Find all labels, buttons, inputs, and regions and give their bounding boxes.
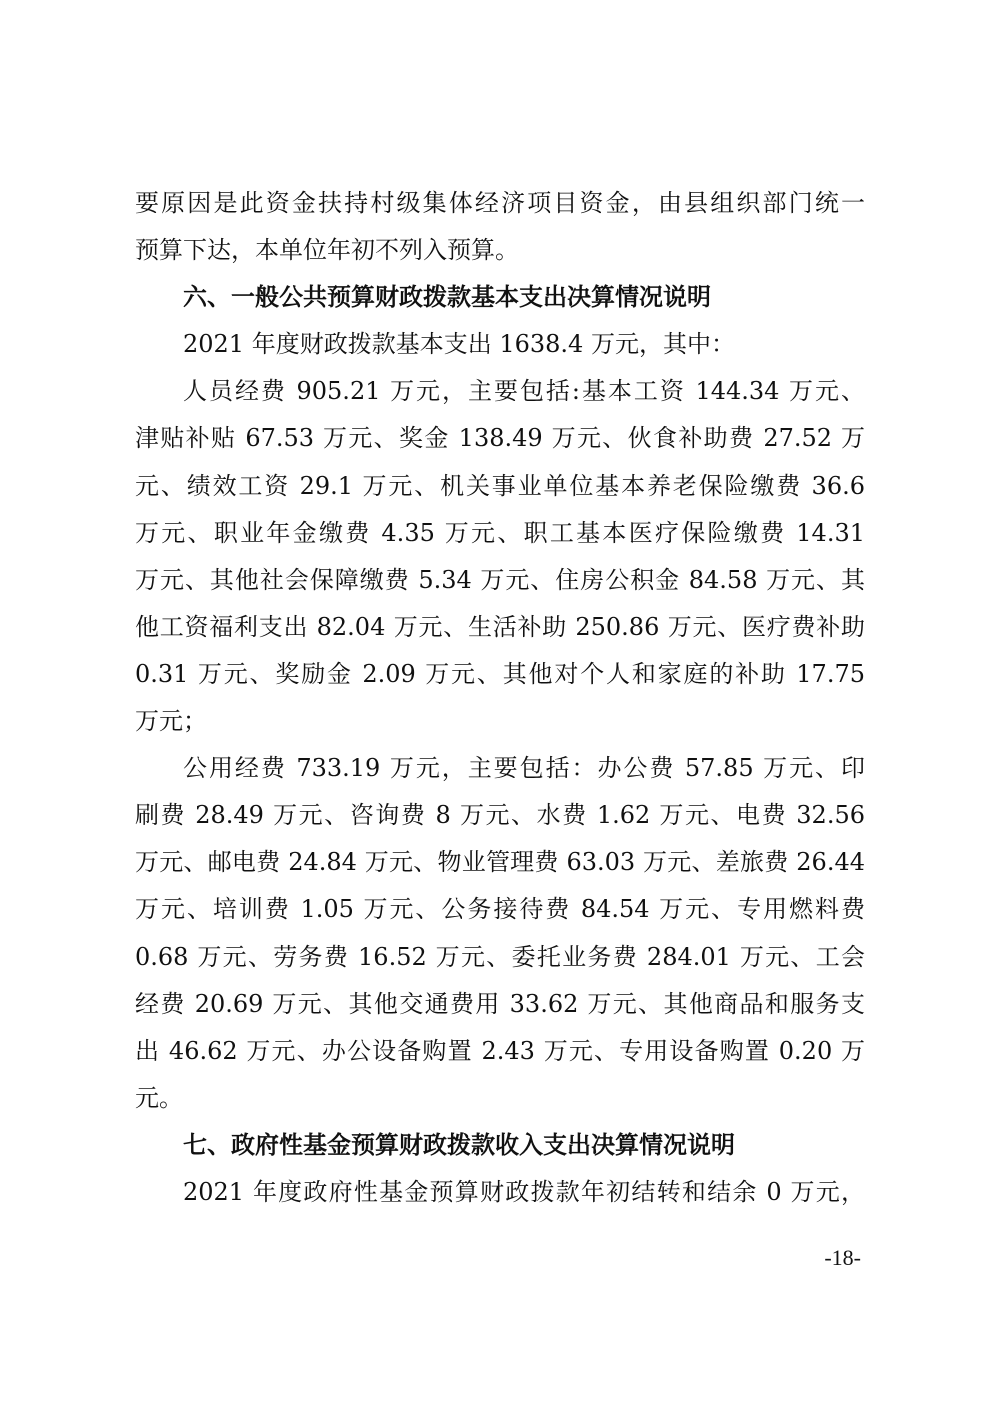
paragraph-line: 万元、职业年金缴费 4.35 万元、职工基本医疗保险缴费 14.31 bbox=[135, 518, 865, 547]
paragraph-line: 预算下达，本单位年初不列入预算。 bbox=[135, 236, 519, 265]
paragraph-line: 元。 bbox=[135, 1083, 183, 1112]
paragraph-line: 0.31 万元、奖励金 2.09 万元、其他对个人和家庭的补助 17.75 bbox=[135, 659, 865, 688]
paragraph-line: 0.68 万元、劳务费 16.52 万元、委托业务费 284.01 万元、工会 bbox=[135, 942, 865, 971]
paragraph-line: 出 46.62 万元、办公设备购置 2.43 万元、专用设备购置 0.20 万 bbox=[135, 1036, 865, 1065]
paragraph-line: 人员经费 905.21 万元，主要包括:基本工资 144.34 万元、 bbox=[183, 377, 865, 406]
paragraph-line: 公用经费 733.19 万元，主要包括：办公费 57.85 万元、印 bbox=[183, 754, 865, 783]
paragraph-line: 要原因是此资金扶持村级集体经济项目资金，由县组织部门统一 bbox=[135, 189, 865, 217]
body-text bbox=[135, 180, 865, 1216]
paragraph-line: 刷费 28.49 万元、咨询费 8 万元、水费 1.62 万元、电费 32.56 bbox=[135, 801, 865, 830]
paragraph-line: 2021 年度政府性基金预算财政拨款年初结转和结余 0 万元， bbox=[183, 1177, 865, 1206]
section-heading-6: 六、一般公共预算财政拨款基本支出决算情况说明 bbox=[183, 283, 711, 312]
section-heading-7: 七、政府性基金预算财政拨款收入支出决算情况说明 bbox=[183, 1130, 735, 1159]
paragraph-line: 他工资福利支出 82.04 万元、生活补助 250.86 万元、医疗费补助 bbox=[135, 612, 865, 641]
paragraph-line: 万元、邮电费 24.84 万元、物业管理费 63.03 万元、差旅费 26.44 bbox=[135, 848, 865, 877]
page-number: -18- bbox=[824, 1245, 861, 1270]
paragraph-line: 经费 20.69 万元、其他交通费用 33.62 万元、其他商品和服务支 bbox=[135, 989, 865, 1018]
paragraph-line: 津贴补贴 67.53 万元、奖金 138.49 万元、伙食补助费 27.52 万 bbox=[135, 424, 865, 453]
paragraph-line: 2021 年度财政拨款基本支出 1638.4 万元，其中： bbox=[183, 330, 735, 359]
paragraph-line: 万元、其他社会保障缴费 5.34 万元、住房公积金 84.58 万元、其 bbox=[135, 565, 865, 594]
paragraph-line: 万元、培训费 1.05 万元、公务接待费 84.54 万元、专用燃料费 bbox=[135, 895, 865, 924]
paragraph-line: 元、绩效工资 29.1 万元、机关事业单位基本养老保险缴费 36.6 bbox=[135, 471, 865, 500]
paragraph-line: 万元； bbox=[135, 707, 207, 736]
